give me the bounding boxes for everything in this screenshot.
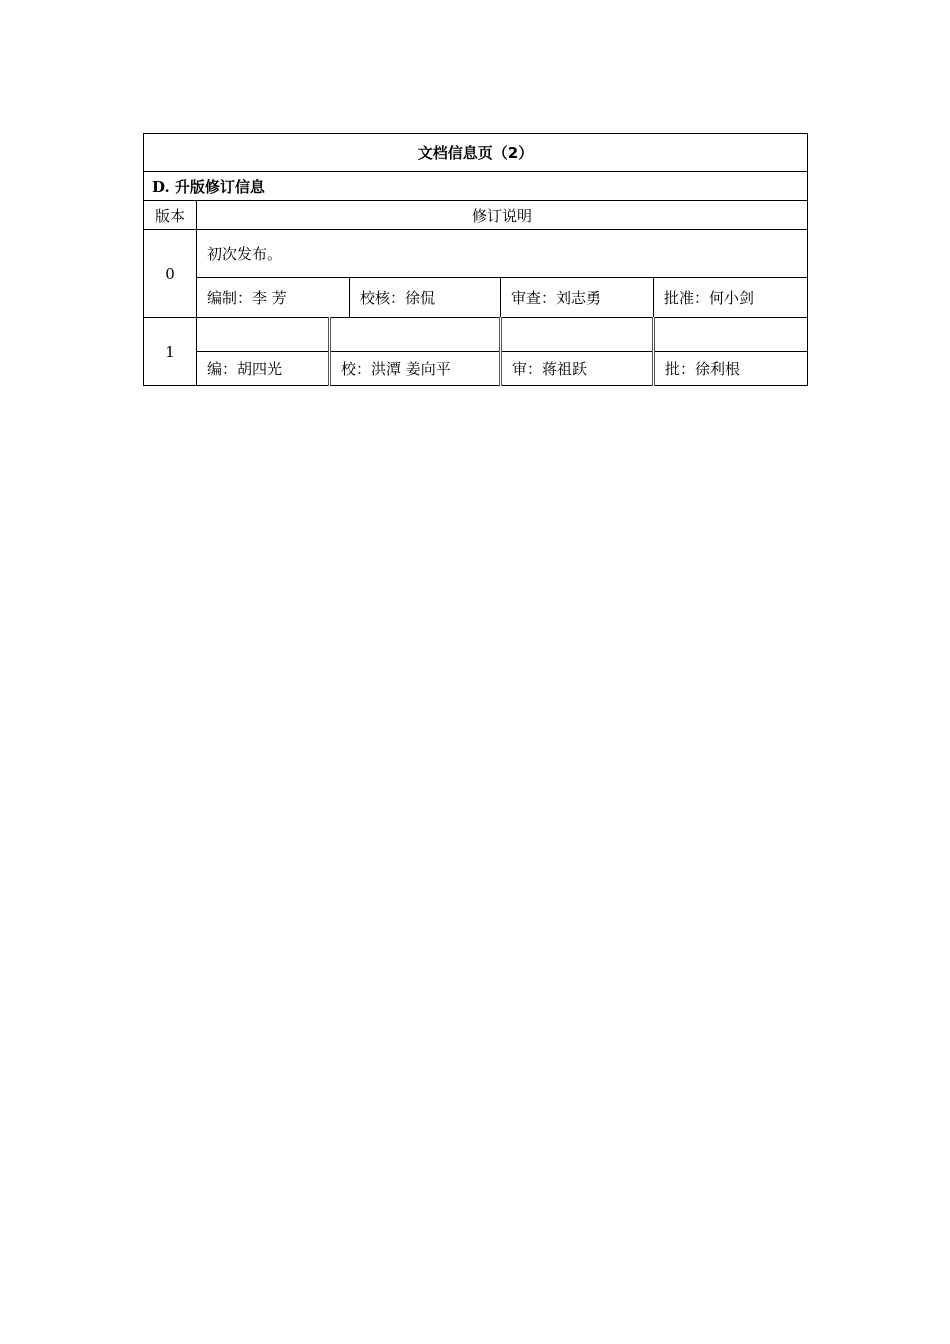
revision-0-signoff-row: [144, 278, 808, 318]
section-heading: D. 升版修订信息: [144, 172, 808, 201]
revision-0-version: 0: [144, 230, 197, 318]
column-header-description: 修订说明: [197, 201, 808, 230]
revision-1-version: 1: [144, 318, 197, 386]
revision-1-blank-cell: [654, 318, 808, 352]
revision-0-approved-by: 批准：何小剑: [654, 278, 808, 318]
revision-1-signoff-row: [144, 352, 808, 386]
column-header-version: 版本: [144, 201, 197, 230]
revision-1-blank-row: [144, 318, 808, 352]
document-info-table: [143, 133, 808, 386]
revision-0-prepared-by: 编制：李 芳: [197, 278, 350, 318]
revision-1-blank-cell: [197, 318, 330, 352]
revision-1-blank-cell: [501, 318, 654, 352]
section-row: [144, 172, 808, 201]
title-row: [144, 134, 808, 172]
revision-0-description-row: [144, 230, 808, 278]
revision-0-checked-by: 校核：徐侃: [350, 278, 501, 318]
header-row: [144, 201, 808, 230]
revision-1-approved-by: 批：徐利根: [654, 352, 808, 386]
revision-0-description: 初次发布。: [197, 230, 808, 278]
revision-1-prepared-by: 编：胡四光: [197, 352, 330, 386]
revision-0-reviewed-by: 审查：刘志勇: [501, 278, 654, 318]
revision-1-blank-cell: [330, 318, 501, 352]
page-title: 文档信息页（2）: [144, 134, 808, 172]
revision-1-checked-by: 校：洪潭 姜向平: [330, 352, 501, 386]
revision-1-reviewed-by: 审：蒋祖跃: [501, 352, 654, 386]
